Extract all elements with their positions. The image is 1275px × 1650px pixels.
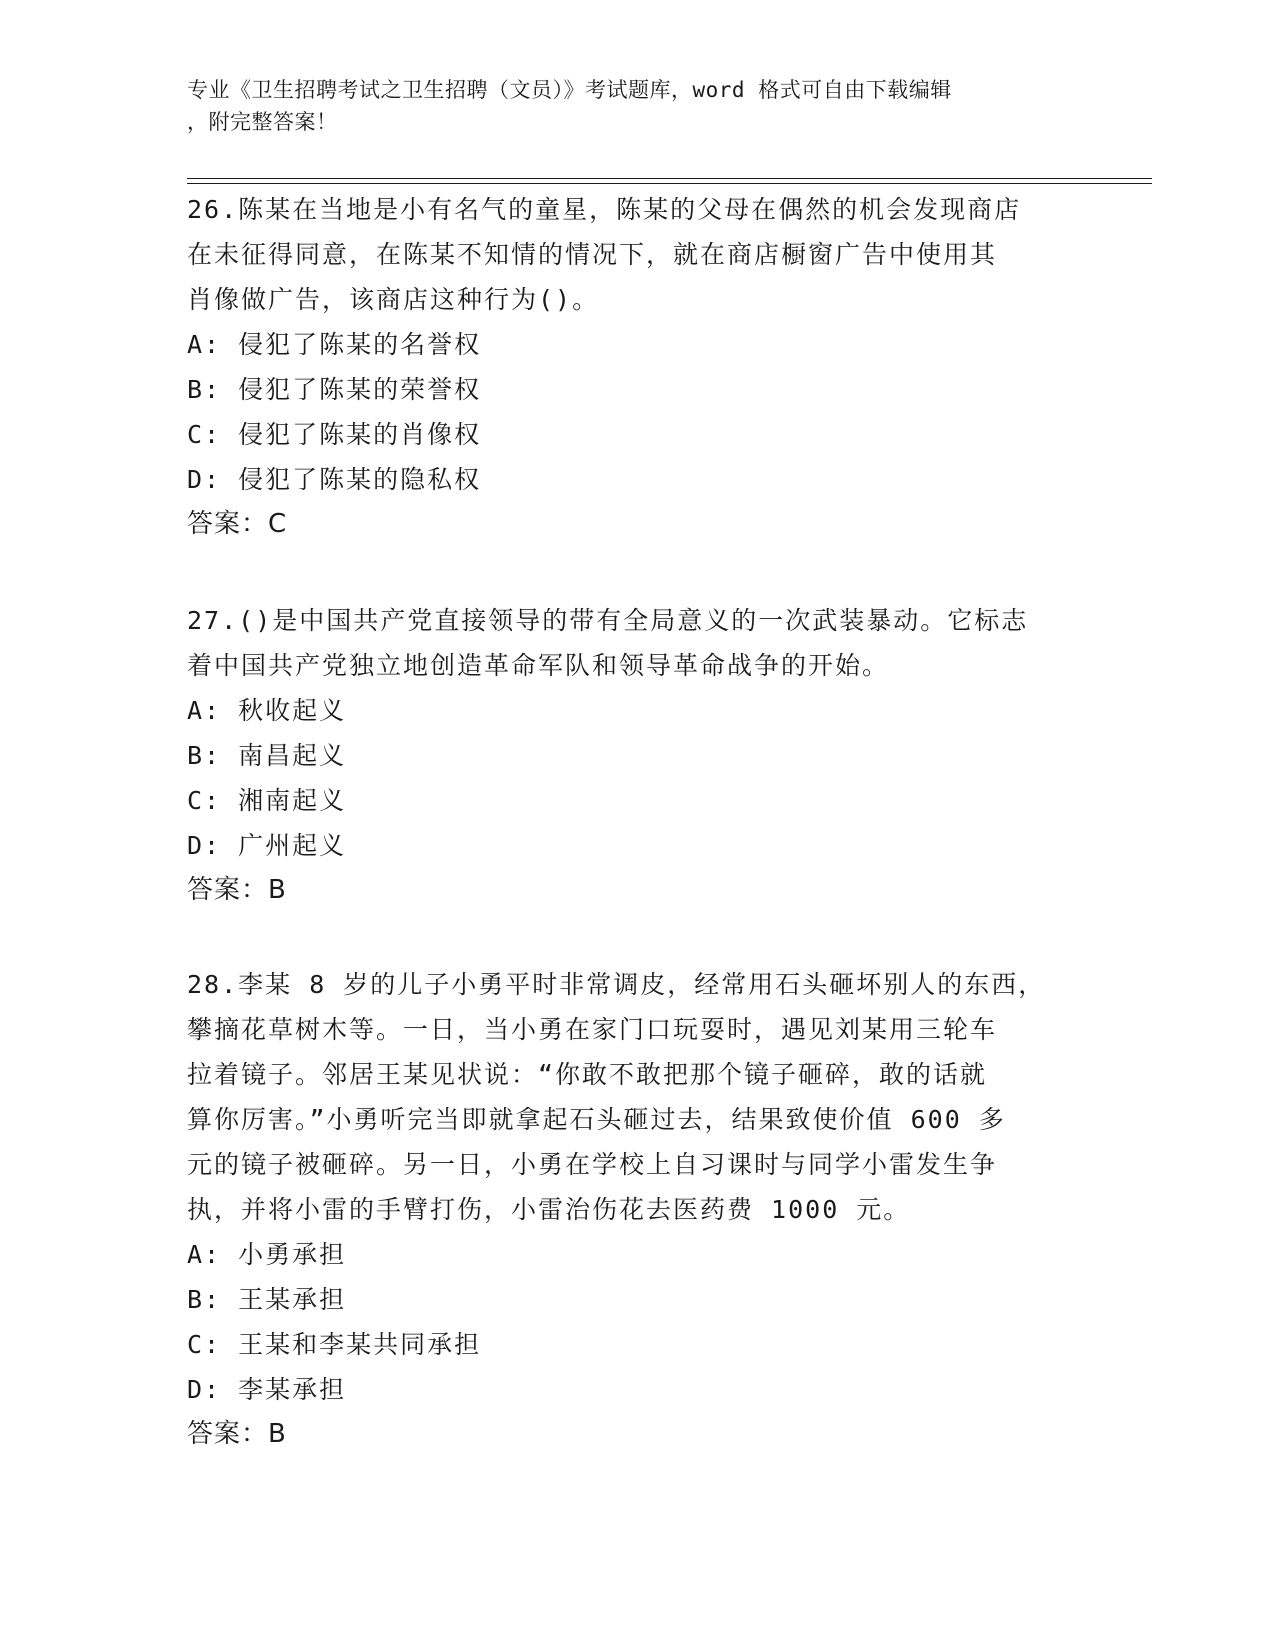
question-28 xyxy=(187,962,1087,1457)
option-a: A: 小勇承担 xyxy=(187,1240,347,1269)
option-d: D: 李某承担 xyxy=(187,1375,347,1404)
option-a: A: 秋收起义 xyxy=(187,696,347,725)
answer-line: 答案：C xyxy=(187,509,288,539)
question-stem-line: 26.陈某在当地是小有名气的童星，陈某的父母在偶然的机会发现商店 xyxy=(187,195,1022,224)
option-b: B: 侵犯了陈某的荣誉权 xyxy=(187,375,482,404)
question-stem-line: 算你厉害。”小勇听完当即就拿起石头砸过去，结果致使价值 600 多 xyxy=(187,1105,1006,1134)
header-line-2: ，附完整答案！ xyxy=(187,110,338,134)
option-c: C: 侵犯了陈某的肖像权 xyxy=(187,420,482,449)
question-stem-line: 攀摘花草树木等。一日，当小勇在家门口玩耍时，遇见刘某用三轮车 xyxy=(187,1015,998,1044)
question-stem-line: 肖像做广告，该商店这种行为()。 xyxy=(187,285,600,314)
option-c: C: 湘南起义 xyxy=(187,786,347,815)
option-b: B: 王某承担 xyxy=(187,1285,347,1314)
option-c: C: 王某和李某共同承担 xyxy=(187,1330,482,1359)
header-divider-bottom xyxy=(187,183,1152,184)
question-stem-line: 在未征得同意，在陈某不知情的情况下，就在商店橱窗广告中使用其 xyxy=(187,240,998,269)
question-stem-line: 执，并将小雷的手臂打伤，小雷治伤花去医药费 1000 元。 xyxy=(187,1195,911,1224)
question-27 xyxy=(187,598,1087,913)
header-divider-top xyxy=(187,178,1152,179)
option-d: D: 侵犯了陈某的隐私权 xyxy=(187,465,482,494)
question-26 xyxy=(187,187,1087,547)
answer-line: 答案：B xyxy=(187,875,287,905)
question-stem-line: 拉着镜子。邻居王某见状说：“你敢不敢把那个镜子砸碎，敢的话就 xyxy=(187,1060,988,1089)
question-stem-line: 28.李某 8 岁的儿子小勇平时非常调皮，经常用石头砸坏别人的东西， xyxy=(187,970,1046,999)
option-b: B: 南昌起义 xyxy=(187,741,347,770)
question-stem-line: 着中国共产党独立地创造革命军队和领导革命战争的开始。 xyxy=(187,651,890,680)
question-stem-line: 元的镜子被砸碎。另一日，小勇在学校上自习课时与同学小雷发生争 xyxy=(187,1150,998,1179)
header-line-1: 专业《卫生招聘考试之卫生招聘（文员）》考试题库，word 格式可自由下载编辑 xyxy=(187,78,952,102)
page-header xyxy=(187,74,1067,138)
answer-line: 答案：B xyxy=(187,1419,287,1449)
option-d: D: 广州起义 xyxy=(187,831,347,860)
question-stem-line: 27.()是中国共产党直接领导的带有全局意义的一次武装暴动。它标志 xyxy=(187,606,1029,635)
option-a: A: 侵犯了陈某的名誉权 xyxy=(187,330,482,359)
